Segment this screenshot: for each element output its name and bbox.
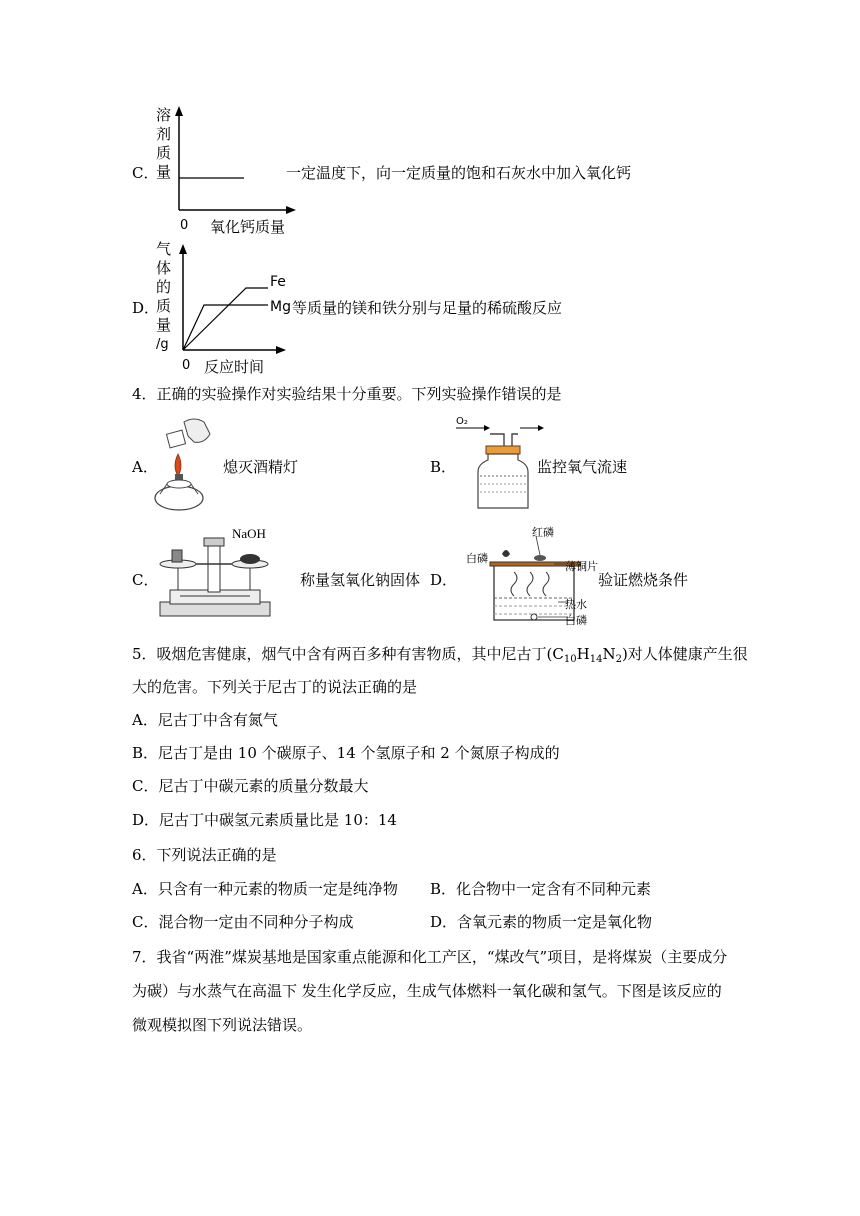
option-description: 等质量的镁和铁分别与足量的稀硫酸反应 — [292, 299, 563, 317]
option-description: 熄灭酒精灯 — [223, 458, 299, 476]
question-stem: 5．吸烟危害健康，烟气中含有两百多种有害物质，其中尼古丁$(C_{10}H_{14}N_2)$对人体健康产生很 — [132, 645, 748, 665]
option-b: B．尼古丁是由 10 个碳原子、14 个氢原子和 2 个氮原子构成的 — [132, 744, 560, 762]
option-description: 验证燃烧条件 — [598, 571, 689, 589]
x-axis-label: 氧化钙质量 — [210, 218, 286, 236]
option-d: D．含氧元素的物质一定是氧化物 — [430, 913, 653, 931]
question-stem-line2: 为碳）与水蒸气在高温下 发生化学反应，生成气体燃料一氧化碳和氢气。下图是该反应的 — [132, 982, 722, 1000]
naoh-label: NaOH — [232, 526, 266, 541]
option-letter: A． — [132, 458, 158, 476]
option-description: 一定温度下，向一定质量的饱和石灰水中加入氧化钙 — [286, 164, 632, 182]
option-letter: D． — [132, 299, 160, 317]
graph-d — [152, 238, 312, 378]
red-phosphorus-label: 红磷 — [532, 526, 554, 539]
option-c: C．混合物一定由不同种分子构成 — [132, 913, 354, 931]
option-description: 监控氧气流速 — [537, 458, 628, 476]
series-label-mg: Mg — [270, 299, 291, 315]
series-label-fe: Fe — [270, 274, 286, 290]
option-description: 称量氢氧化钠固体 — [300, 571, 421, 589]
option-c: C．尼古丁中碳元素的质量分数最大 — [132, 777, 369, 795]
question-stem: 4．正确的实验操作对实验结果十分重要。下列实验操作错误的是 — [132, 385, 562, 403]
question-stem: 7．我省“两淮”煤炭基地是国家重点能源和化工产区，“煤改气”项目，是将煤炭（主要成分 — [132, 948, 728, 966]
hot-water-label: 热水 — [565, 598, 587, 611]
option-letter: C． — [132, 571, 159, 589]
option-letter: C． — [132, 164, 159, 182]
origin-label: 0 — [182, 358, 191, 373]
option-letter: D． — [430, 571, 458, 589]
option-a: A．只含有一种元素的物质一定是纯净物 — [132, 880, 398, 898]
option-d: D．尼古丁中碳氢元素质量比是 10：14 — [132, 811, 397, 829]
x-axis-label: 反应时间 — [204, 358, 265, 376]
series-mg — [183, 305, 268, 350]
question-stem-line2: 大的危害。下列关于尼古丁的说法正确的是 — [132, 678, 418, 696]
option-b: B．化合物中一定含有不同种元素 — [430, 880, 652, 898]
y-axis-label: 溶 剂 质 量 — [156, 106, 172, 181]
option-letter: B． — [430, 458, 457, 476]
o2-label: O₂ — [456, 416, 468, 427]
option-a: A．尼古丁中含有氮气 — [132, 711, 278, 729]
series-fe — [183, 288, 268, 350]
y-axis-label: 气 体 的 质 量 /g — [156, 240, 172, 352]
copper-sheet-label: 薄铜片 — [565, 560, 598, 573]
alcohol-lamp-illustration — [148, 414, 218, 514]
white-phosphorus-top-label: 白磷 — [466, 552, 488, 565]
origin-label: 0 — [180, 218, 189, 233]
question-stem: 6．下列说法正确的是 — [132, 846, 277, 864]
white-phosphorus-bottom-label: 白磷 — [565, 614, 587, 627]
question-stem-line3: 微观模拟图下列说法错误。 — [132, 1016, 313, 1034]
